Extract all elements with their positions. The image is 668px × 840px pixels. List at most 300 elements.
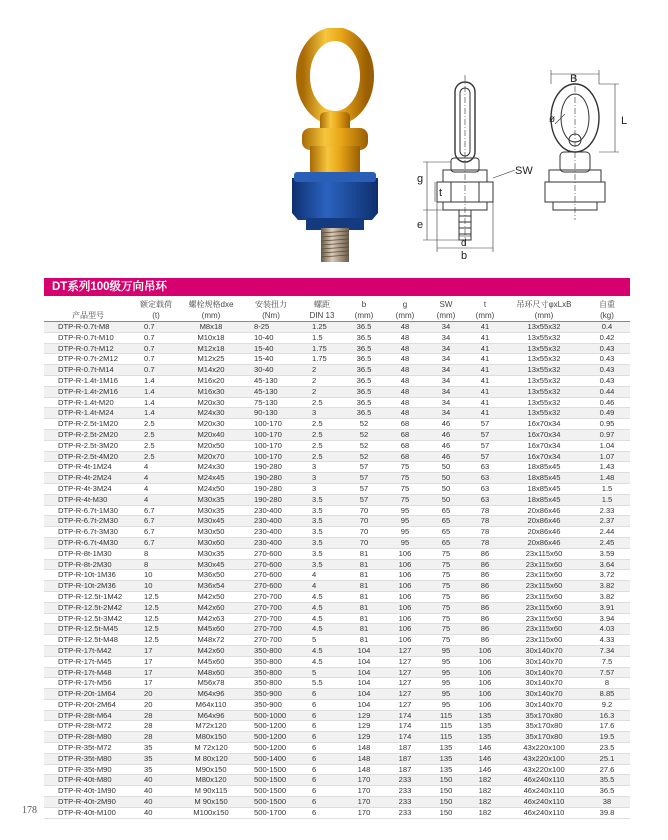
table-cell: 2.5 xyxy=(300,451,344,462)
table-cell: 18x85x45 xyxy=(504,473,584,484)
table-cell: 6 xyxy=(300,721,344,732)
table-cell: 4 xyxy=(132,483,180,494)
table-cell: 43x220x100 xyxy=(504,753,584,764)
table-cell: 4 xyxy=(132,462,180,473)
table-cell: 10-40 xyxy=(242,332,300,343)
table-cell: 78 xyxy=(466,537,504,548)
table-cell: 2.5 xyxy=(300,419,344,430)
table-cell: 18x85x45 xyxy=(504,462,584,473)
header-cell: (kg) xyxy=(584,310,630,322)
table-cell: 28 xyxy=(132,710,180,721)
table-cell: 10 xyxy=(132,570,180,581)
table-cell: M64x96 xyxy=(180,710,242,721)
table-cell: 106 xyxy=(466,656,504,667)
table-cell: 52 xyxy=(344,429,384,440)
table-cell: 135 xyxy=(426,753,466,764)
table-cell: 135 xyxy=(426,743,466,754)
table-cell: M24x50 xyxy=(180,483,242,494)
table-cell: 8.85 xyxy=(584,689,630,700)
table-cell: 23x115x60 xyxy=(504,548,584,559)
table-cell: 182 xyxy=(466,807,504,818)
table-cell: 10 xyxy=(132,581,180,592)
table-cell: DTP-R-12.5t-M45 xyxy=(44,624,132,635)
table-cell: 63 xyxy=(466,462,504,473)
table-cell: 46 xyxy=(426,451,466,462)
table-cell: 23x115x60 xyxy=(504,602,584,613)
table-cell: 127 xyxy=(384,645,426,656)
table-cell: 1.4 xyxy=(132,386,180,397)
table-cell: 43x220x100 xyxy=(504,764,584,775)
table-cell: 115 xyxy=(426,721,466,732)
table-cell: M 90x150 xyxy=(180,797,242,808)
header-cell: (mm) xyxy=(426,310,466,322)
table-cell: 1.25 xyxy=(300,322,344,333)
table-cell: 23x115x60 xyxy=(504,635,584,646)
table-cell: 17 xyxy=(132,645,180,656)
table-cell: 1.75 xyxy=(300,354,344,365)
table-cell: 75 xyxy=(384,462,426,473)
table-cell: 350-800 xyxy=(242,678,300,689)
table-cell: M24x30 xyxy=(180,462,242,473)
table-cell: 41 xyxy=(466,343,504,354)
product-photo xyxy=(280,28,390,263)
table-cell: 36.5 xyxy=(584,786,630,797)
table-cell: 106 xyxy=(466,689,504,700)
table-cell: 81 xyxy=(344,635,384,646)
table-cell: 100-170 xyxy=(242,419,300,430)
label-e: e xyxy=(417,219,424,231)
table-cell: 104 xyxy=(344,689,384,700)
header-cell: (mm) xyxy=(466,310,504,322)
table-cell: DTP-R-28t-M80 xyxy=(44,732,132,743)
table-cell: 35 xyxy=(132,764,180,775)
label-b-bottom: b xyxy=(461,250,468,260)
table-cell: DTP-R-8t-1M30 xyxy=(44,548,132,559)
table-cell: 182 xyxy=(466,786,504,797)
table-cell: 35 xyxy=(132,753,180,764)
table-cell: 86 xyxy=(466,624,504,635)
table-cell: 350-800 xyxy=(242,667,300,678)
table-cell: 104 xyxy=(344,667,384,678)
table-cell: M30x50 xyxy=(180,527,242,538)
table-cell: 75 xyxy=(426,635,466,646)
table-cell: 174 xyxy=(384,710,426,721)
table-cell: DTP-R-2.5t-2M20 xyxy=(44,429,132,440)
table-cell: 5 xyxy=(300,667,344,678)
table-cell: 75 xyxy=(426,602,466,613)
table-cell: 20x86x46 xyxy=(504,527,584,538)
table-row xyxy=(44,602,630,613)
table-cell: M42x60 xyxy=(180,645,242,656)
table-cell: DTP-R-0.7t-M10 xyxy=(44,332,132,343)
table-cell: 75 xyxy=(426,570,466,581)
table-cell: 13x55x32 xyxy=(504,354,584,365)
table-cell: M20x50 xyxy=(180,440,242,451)
table-cell: DTP-R-40t-2M90 xyxy=(44,797,132,808)
table-cell: 270-600 xyxy=(242,548,300,559)
table-cell: M24x30 xyxy=(180,408,242,419)
table-cell: 75 xyxy=(426,624,466,635)
table-cell: 34 xyxy=(426,343,466,354)
table-cell: DTP-R-28t-M64 xyxy=(44,710,132,721)
table-cell: 106 xyxy=(384,570,426,581)
table-cell: 127 xyxy=(384,667,426,678)
table-cell: 500-1500 xyxy=(242,786,300,797)
table-cell: DTP-R-1.4t-M20 xyxy=(44,397,132,408)
table-cell: 48 xyxy=(384,332,426,343)
table-cell: 182 xyxy=(466,797,504,808)
table-cell: 3 xyxy=(300,483,344,494)
table-cell: 190-280 xyxy=(242,483,300,494)
table-cell: 28 xyxy=(132,732,180,743)
table-cell: 65 xyxy=(426,516,466,527)
table-cell: 23.5 xyxy=(584,743,630,754)
header-cell: (mm) xyxy=(384,310,426,322)
header-cell: DIN 13 xyxy=(300,310,344,322)
table-cell: 34 xyxy=(426,322,466,333)
table-cell: 150 xyxy=(426,786,466,797)
table-cell: M30x45 xyxy=(180,559,242,570)
table-cell: 135 xyxy=(466,710,504,721)
table-cell: 95 xyxy=(426,678,466,689)
table-cell: 100-170 xyxy=(242,440,300,451)
page-number: 178 xyxy=(22,805,37,816)
table-cell: DTP-R-6.7t-1M30 xyxy=(44,505,132,516)
table-cell: 41 xyxy=(466,397,504,408)
table-cell: 230-400 xyxy=(242,527,300,538)
table-cell: 4 xyxy=(132,494,180,505)
table-cell: DTP-R-2.5t-3M20 xyxy=(44,440,132,451)
table-title: DT系列100级万向吊环 xyxy=(44,278,630,296)
table-cell: 41 xyxy=(466,332,504,343)
table-cell: 3.5 xyxy=(300,559,344,570)
table-cell: 135 xyxy=(426,764,466,775)
table-cell: 48 xyxy=(384,386,426,397)
header-cell: (t) xyxy=(132,310,180,322)
header-cell: (mm) xyxy=(504,310,584,322)
table-cell: 350-900 xyxy=(242,699,300,710)
table-cell: 17 xyxy=(132,667,180,678)
table-cell: 35x170x80 xyxy=(504,732,584,743)
header-cell: t xyxy=(483,300,487,309)
table-cell: DTP-R-20t-1M64 xyxy=(44,689,132,700)
table-cell: M 72x120 xyxy=(180,743,242,754)
technical-drawing xyxy=(415,70,645,260)
table-cell: 75 xyxy=(426,559,466,570)
table-cell: 270-600 xyxy=(242,570,300,581)
table-cell: 6.7 xyxy=(132,516,180,527)
table-cell: 70 xyxy=(344,505,384,516)
table-cell: 57 xyxy=(466,440,504,451)
table-cell: 6 xyxy=(300,764,344,775)
table-cell: 106 xyxy=(466,667,504,678)
table-cell: 500-1200 xyxy=(242,721,300,732)
table-cell: 1.4 xyxy=(132,375,180,386)
header-cell: 产品型号 xyxy=(44,310,132,322)
table-cell: M12x25 xyxy=(180,354,242,365)
table-cell: 30-40 xyxy=(242,365,300,376)
table-cell: 41 xyxy=(466,365,504,376)
table-cell: 34 xyxy=(426,365,466,376)
table-cell: 0.95 xyxy=(584,419,630,430)
table-cell: 2 xyxy=(300,386,344,397)
table-cell: 48 xyxy=(384,375,426,386)
table-cell: M20x40 xyxy=(180,429,242,440)
table-cell: DTP-R-0.7t-M14 xyxy=(44,365,132,376)
table-row xyxy=(44,365,630,376)
table-cell: 7.57 xyxy=(584,667,630,678)
table-row xyxy=(44,397,630,408)
table-cell: 1.5 xyxy=(584,483,630,494)
table-cell: 57 xyxy=(344,462,384,473)
table-cell: 104 xyxy=(344,656,384,667)
table-cell: DTP-R-17t-M42 xyxy=(44,645,132,656)
table-cell: 36.5 xyxy=(344,375,384,386)
table-cell: 7.34 xyxy=(584,645,630,656)
table-cell: 40 xyxy=(132,775,180,786)
table-cell: DTP-R-35t-M80 xyxy=(44,753,132,764)
table-cell: 230-400 xyxy=(242,537,300,548)
table-cell: 86 xyxy=(466,613,504,624)
table-cell: 174 xyxy=(384,732,426,743)
table-cell: 127 xyxy=(384,689,426,700)
table-cell: 65 xyxy=(426,505,466,516)
table-cell: 100-170 xyxy=(242,429,300,440)
table-cell: 39.8 xyxy=(584,807,630,818)
table-cell: M 80x120 xyxy=(180,753,242,764)
table-cell: 3.72 xyxy=(584,570,630,581)
table-cell: 4 xyxy=(132,473,180,484)
table-row xyxy=(44,807,630,818)
table-cell: 270-600 xyxy=(242,581,300,592)
table-cell: 3 xyxy=(300,462,344,473)
table-cell: 75 xyxy=(384,494,426,505)
table-cell: DTP-R-6.7t-4M30 xyxy=(44,537,132,548)
table-cell: 170 xyxy=(344,797,384,808)
header-cell: 螺栓规格dxe xyxy=(188,300,234,309)
table-cell: 2.37 xyxy=(584,516,630,527)
table-cell: 104 xyxy=(344,678,384,689)
table-cell: 3.5 xyxy=(300,494,344,505)
header-cell: (Nm) xyxy=(242,310,300,322)
table-row xyxy=(44,656,630,667)
table-cell: 15-40 xyxy=(242,343,300,354)
table-cell: 1.5 xyxy=(584,494,630,505)
table-cell: DTP-R-0.7t-M12 xyxy=(44,343,132,354)
table-cell: 129 xyxy=(344,721,384,732)
table-cell: M100x150 xyxy=(180,807,242,818)
table-cell: 2.44 xyxy=(584,527,630,538)
table-cell: 187 xyxy=(384,753,426,764)
table-cell: DTP-R-10t-2M36 xyxy=(44,581,132,592)
table-body xyxy=(44,322,630,819)
table-cell: 3.64 xyxy=(584,559,630,570)
table-cell: DTP-R-6.7t-3M30 xyxy=(44,527,132,538)
table-cell: 34 xyxy=(426,386,466,397)
table-cell: 8 xyxy=(132,559,180,570)
table-cell: M20x70 xyxy=(180,451,242,462)
table-row xyxy=(44,678,630,689)
table-cell: 34 xyxy=(426,408,466,419)
table-cell: 174 xyxy=(384,721,426,732)
table-cell: 7.5 xyxy=(584,656,630,667)
table-cell: 70 xyxy=(344,527,384,538)
table-cell: 0.46 xyxy=(584,397,630,408)
table-cell: 30x140x70 xyxy=(504,645,584,656)
table-cell: 2 xyxy=(300,375,344,386)
table-cell: 190-280 xyxy=(242,473,300,484)
table-cell: 500-1000 xyxy=(242,710,300,721)
table-cell: 16x70x34 xyxy=(504,429,584,440)
table-row xyxy=(44,505,630,516)
table-cell: 86 xyxy=(466,602,504,613)
table-cell: DTP-R-4t-1M24 xyxy=(44,462,132,473)
table-cell: 106 xyxy=(384,602,426,613)
table-row xyxy=(44,710,630,721)
table-row xyxy=(44,667,630,678)
table-cell: 500-1700 xyxy=(242,807,300,818)
label-g: g xyxy=(417,173,424,185)
table-cell: 95 xyxy=(426,667,466,678)
table-cell: 2 xyxy=(300,365,344,376)
table-cell: 0.7 xyxy=(132,365,180,376)
table-cell: 36.5 xyxy=(344,397,384,408)
table-cell: 1.5 xyxy=(300,332,344,343)
table-cell: 233 xyxy=(384,775,426,786)
table-cell: DTP-R-10t-1M36 xyxy=(44,570,132,581)
table-cell: 129 xyxy=(344,732,384,743)
table-cell: 6.7 xyxy=(132,527,180,538)
table-cell: 50 xyxy=(426,483,466,494)
table-cell: 63 xyxy=(466,483,504,494)
table-cell: 0.44 xyxy=(584,386,630,397)
table-cell: 2.5 xyxy=(300,429,344,440)
table-cell: 100-170 xyxy=(242,451,300,462)
table-cell: 45-130 xyxy=(242,386,300,397)
table-cell: 75 xyxy=(426,613,466,624)
dimension-lines xyxy=(423,162,515,252)
table-cell: DTP-R-12.5t-2M42 xyxy=(44,602,132,613)
table-cell: 28 xyxy=(132,721,180,732)
table-cell: 41 xyxy=(466,354,504,365)
header-cell: b xyxy=(361,300,367,309)
table-cell: 50 xyxy=(426,462,466,473)
label-sw: SW xyxy=(515,165,533,177)
table-cell: 18x85x45 xyxy=(504,483,584,494)
label-phi: ø xyxy=(549,114,556,125)
table-cell: 500-1500 xyxy=(242,797,300,808)
table-row xyxy=(44,699,630,710)
table-cell: 6 xyxy=(300,699,344,710)
table-cell: 46 xyxy=(426,440,466,451)
table-row xyxy=(44,764,630,775)
table-cell: 16.3 xyxy=(584,710,630,721)
table-row xyxy=(44,440,630,451)
table-row xyxy=(44,537,630,548)
table-cell: 12.5 xyxy=(132,635,180,646)
table-cell: M56x78 xyxy=(180,678,242,689)
table-cell: 23x115x60 xyxy=(504,570,584,581)
table-cell: 41 xyxy=(466,322,504,333)
table-cell: 2.5 xyxy=(132,451,180,462)
table-cell: 50 xyxy=(426,494,466,505)
table-row xyxy=(44,797,630,808)
header-cell: g xyxy=(402,300,408,309)
table-cell: 500-1200 xyxy=(242,743,300,754)
table-cell: 41 xyxy=(466,386,504,397)
table-cell: 350-800 xyxy=(242,656,300,667)
table-cell: 148 xyxy=(344,743,384,754)
table-cell: 75 xyxy=(426,548,466,559)
table-cell: 106 xyxy=(384,624,426,635)
table-cell: 13x55x32 xyxy=(504,365,584,376)
table-row xyxy=(44,429,630,440)
table-cell: 182 xyxy=(466,775,504,786)
header-cell: 自重 xyxy=(599,300,615,309)
table-cell: DTP-R-12.5t-3M42 xyxy=(44,613,132,624)
table-cell: 68 xyxy=(384,451,426,462)
table-cell: 170 xyxy=(344,775,384,786)
table-cell: 3.5 xyxy=(300,548,344,559)
table-cell: 3.5 xyxy=(300,537,344,548)
table-cell: 0.7 xyxy=(132,322,180,333)
table-cell: M42x63 xyxy=(180,613,242,624)
table-cell: M30x35 xyxy=(180,494,242,505)
table-cell: 350-900 xyxy=(242,689,300,700)
table-cell: 52 xyxy=(344,440,384,451)
table-cell: 270-600 xyxy=(242,559,300,570)
table-cell: 36.5 xyxy=(344,343,384,354)
table-cell: 95 xyxy=(384,516,426,527)
table-cell: DTP-R-40t-1M90 xyxy=(44,786,132,797)
table-cell: 81 xyxy=(344,624,384,635)
table-cell: 3.5 xyxy=(300,505,344,516)
table-cell: 19.5 xyxy=(584,732,630,743)
table-cell: 115 xyxy=(426,710,466,721)
table-cell: M80x120 xyxy=(180,775,242,786)
table-cell: 3 xyxy=(300,408,344,419)
table-cell: M20x30 xyxy=(180,397,242,408)
table-cell: 17 xyxy=(132,678,180,689)
table-cell: 148 xyxy=(344,764,384,775)
table-cell: 6 xyxy=(300,710,344,721)
table-cell: 57 xyxy=(466,419,504,430)
table-cell: 65 xyxy=(426,537,466,548)
table-cell: 1.48 xyxy=(584,473,630,484)
table-cell: 3.91 xyxy=(584,602,630,613)
table-cell: 4 xyxy=(300,570,344,581)
table-row xyxy=(44,322,630,333)
table-cell: 95 xyxy=(426,699,466,710)
table-cell: 25.1 xyxy=(584,753,630,764)
table-cell: 106 xyxy=(384,559,426,570)
table-cell: 81 xyxy=(344,581,384,592)
table-cell: 106 xyxy=(384,613,426,624)
table-cell: 15-40 xyxy=(242,354,300,365)
table-cell: 9.2 xyxy=(584,699,630,710)
table-cell: 0.43 xyxy=(584,365,630,376)
table-cell: 86 xyxy=(466,581,504,592)
table-cell: 146 xyxy=(466,764,504,775)
header-cell: (mm) xyxy=(180,310,242,322)
table-cell: 75 xyxy=(426,591,466,602)
table-cell: 5.5 xyxy=(300,678,344,689)
table-cell: DTP-R-17t-M48 xyxy=(44,667,132,678)
table-row xyxy=(44,753,630,764)
header-cell: SW xyxy=(439,300,453,309)
table-cell: 170 xyxy=(344,807,384,818)
table-row xyxy=(44,591,630,602)
